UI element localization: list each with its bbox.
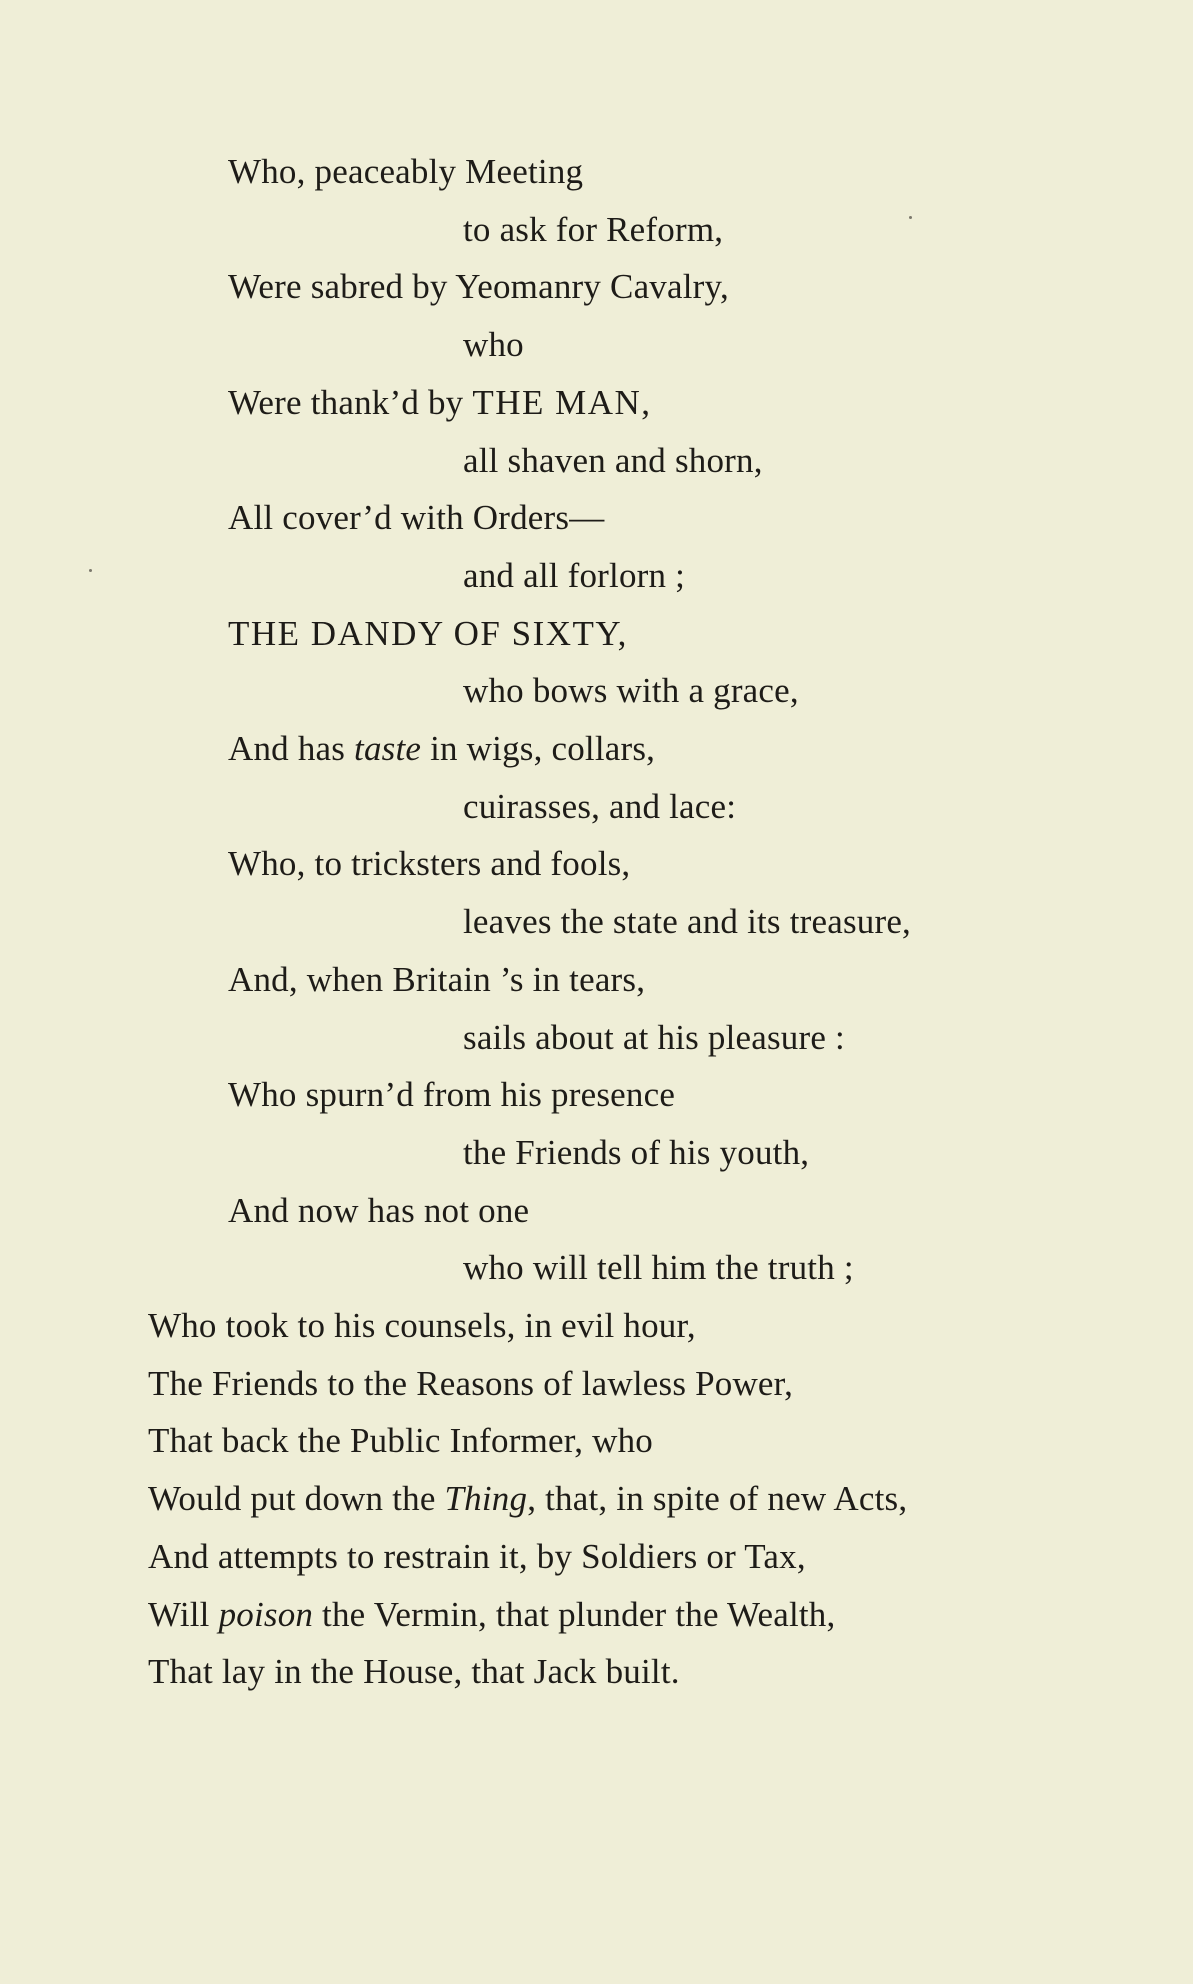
italic-text: poison bbox=[218, 1595, 314, 1634]
poem-line bbox=[228, 267, 729, 307]
line-text: The Friends to the Reasons of lawless Power, bbox=[148, 1364, 794, 1403]
line-text: to ask for Reform, bbox=[463, 210, 724, 249]
line-text: who will tell him the truth ; bbox=[463, 1248, 854, 1287]
poem-line bbox=[463, 325, 524, 365]
line-text: Who, peaceably Meeting bbox=[228, 152, 584, 191]
poem-line bbox=[463, 671, 799, 711]
line-text: Who took to his counsels, in evil hour, bbox=[148, 1306, 696, 1345]
poem-line bbox=[148, 1479, 907, 1519]
poem-line bbox=[463, 1248, 854, 1288]
line-text: And, when Britain ’s in tears, bbox=[228, 960, 646, 999]
line-text: All cover’d with Orders— bbox=[228, 498, 605, 537]
line-text: who bbox=[463, 325, 524, 364]
line-text: Who spurn’d from his presence bbox=[228, 1075, 676, 1114]
line-text: the Vermin, that plunder the Wealth, bbox=[313, 1595, 836, 1634]
line-text: who bows with a grace, bbox=[463, 671, 799, 710]
line-text: sails about at his pleasure : bbox=[463, 1018, 845, 1057]
line-text: Were sabred by Yeomanry Cavalry, bbox=[228, 267, 729, 306]
line-text: Who, to tricksters and fools, bbox=[228, 844, 631, 883]
poem-line bbox=[228, 1191, 529, 1231]
line-text: And attempts to restrain it, by Soldiers or Tax, bbox=[148, 1537, 806, 1576]
paper-speck bbox=[909, 216, 912, 219]
capitals-text: THE MAN, bbox=[472, 383, 652, 422]
poem-line bbox=[228, 960, 645, 1000]
poem-line bbox=[228, 729, 655, 769]
poem-line bbox=[228, 383, 652, 423]
line-text: and all forlorn ; bbox=[463, 556, 686, 595]
poem-line bbox=[463, 1018, 845, 1058]
poem-line bbox=[463, 1133, 809, 1173]
poem-line bbox=[228, 498, 604, 538]
poem-line bbox=[148, 1421, 653, 1461]
italic-text: Thing bbox=[444, 1479, 528, 1518]
line-text: That lay in the House, that Jack built. bbox=[148, 1652, 680, 1691]
poem-line bbox=[228, 152, 583, 192]
paper-speck bbox=[89, 569, 92, 572]
poem-line bbox=[463, 902, 911, 942]
line-text: And has bbox=[228, 729, 355, 768]
poem-line bbox=[148, 1306, 696, 1346]
poem-line bbox=[148, 1595, 835, 1635]
line-text: That back the Public Informer, who bbox=[148, 1421, 653, 1460]
poem-line bbox=[148, 1537, 806, 1577]
line-text: all shaven and shorn, bbox=[463, 441, 763, 480]
line-text: Would put down the bbox=[148, 1479, 445, 1518]
line-text: in wigs, collars, bbox=[421, 729, 656, 768]
poem-line bbox=[463, 210, 723, 250]
line-text: , that, in spite of new Acts, bbox=[527, 1479, 908, 1518]
poem-line bbox=[148, 1364, 793, 1404]
line-text: And now has not one bbox=[228, 1191, 530, 1230]
poem-line bbox=[228, 844, 630, 884]
poem-line bbox=[463, 556, 685, 596]
poem-line bbox=[228, 1075, 675, 1115]
poem-line bbox=[463, 441, 763, 481]
line-text: Were thank’d by bbox=[228, 383, 473, 422]
line-text: cuirasses, and lace: bbox=[463, 787, 737, 826]
line-text: Will bbox=[148, 1595, 219, 1634]
line-text: the Friends of his youth, bbox=[463, 1133, 810, 1172]
capitals-text: THE DANDY OF SIXTY, bbox=[228, 614, 628, 653]
poem-line bbox=[228, 614, 628, 654]
poem-line bbox=[463, 787, 736, 827]
line-text: leaves the state and its treasure, bbox=[463, 902, 912, 941]
italic-text: taste bbox=[354, 729, 422, 768]
poem-line bbox=[148, 1652, 680, 1692]
